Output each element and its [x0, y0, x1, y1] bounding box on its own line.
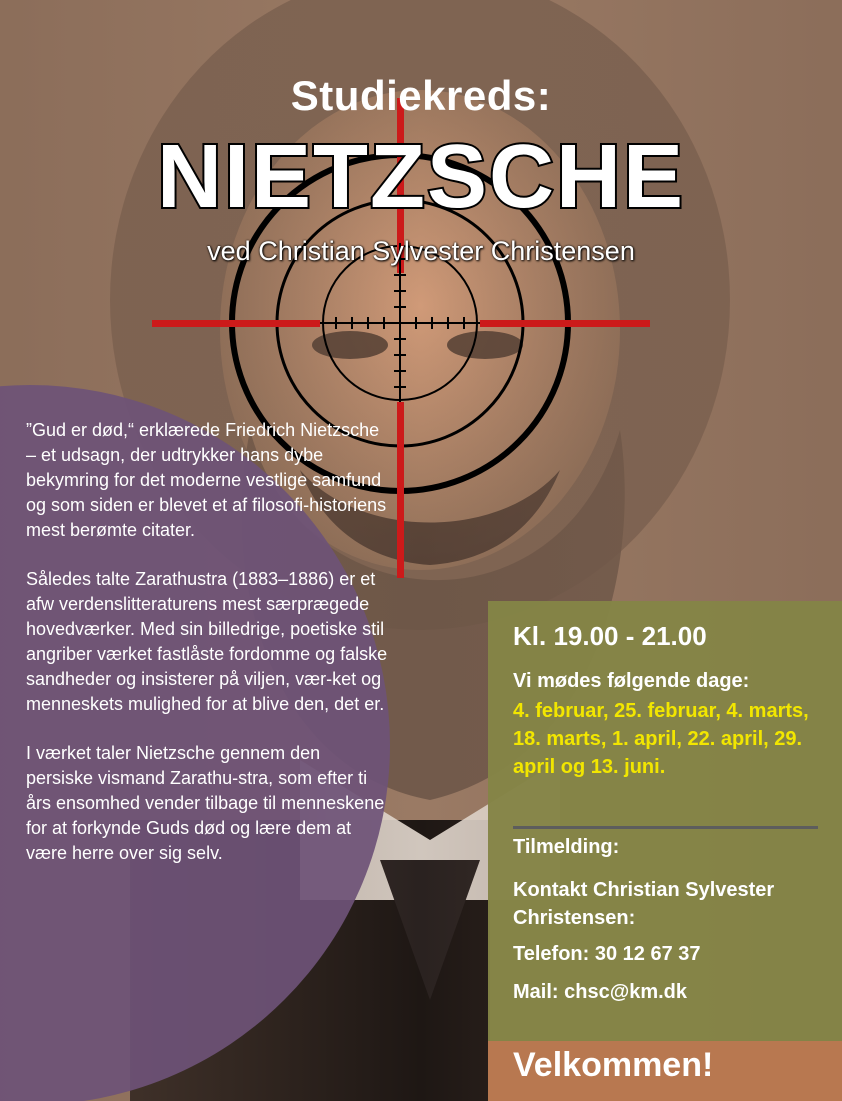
dates: 4. februar, 25. februar, 4. marts, 18. marts, 1. april, 22. april, 29. april og 13. juni. — [513, 700, 809, 778]
time: Kl. 19.00 - 21.00 — [513, 621, 707, 651]
info-box — [488, 601, 842, 1041]
intro-paragraph: I værket taler Nietzsche gennem den persiske vismand Zarathu-stra, som efter ti års ensomhed vender tilbage til menneskene for at forkynde Guds død og lære dem at være herre over sig selv. — [26, 743, 385, 863]
registration-label: Tilmelding: — [513, 836, 620, 858]
intro-text — [26, 418, 391, 890]
subtitle: ved Christian Sylvester Christensen — [207, 236, 635, 266]
meet-label: Vi mødes følgende dage: — [513, 670, 750, 692]
intro-paragraph: ”Gud er død,“ erklærede Friedrich Nietzsche – et udsagn, der udtrykker hans dybe bekymring for det moderne vestlige samfund og som siden er blevet et af filosofi-historiens mest berømte citater. — [26, 420, 387, 540]
contact: Kontakt Christian Sylvester Christensen: — [513, 879, 775, 929]
intro-paragraph: Således talte Zarathustra (1883–1886) er et afw verdenslitteraturens mest særprægede hovedværker. Med sin billedrige, poetiske stil angriber værket fastlåste fordomme og falske sandheder og insisterer på viljen, vær-ket og menneskets mulighed for at blive den, det er. — [26, 569, 388, 714]
mail: Mail: chsc@km.dk — [513, 981, 688, 1003]
welcome: Velkommen! — [513, 1046, 714, 1084]
phone: Telefon: 30 12 67 37 — [513, 943, 701, 965]
divider — [513, 826, 818, 829]
main-title: NIETZSCHE — [156, 127, 686, 227]
kicker-title: Studiekreds: — [290, 72, 552, 119]
